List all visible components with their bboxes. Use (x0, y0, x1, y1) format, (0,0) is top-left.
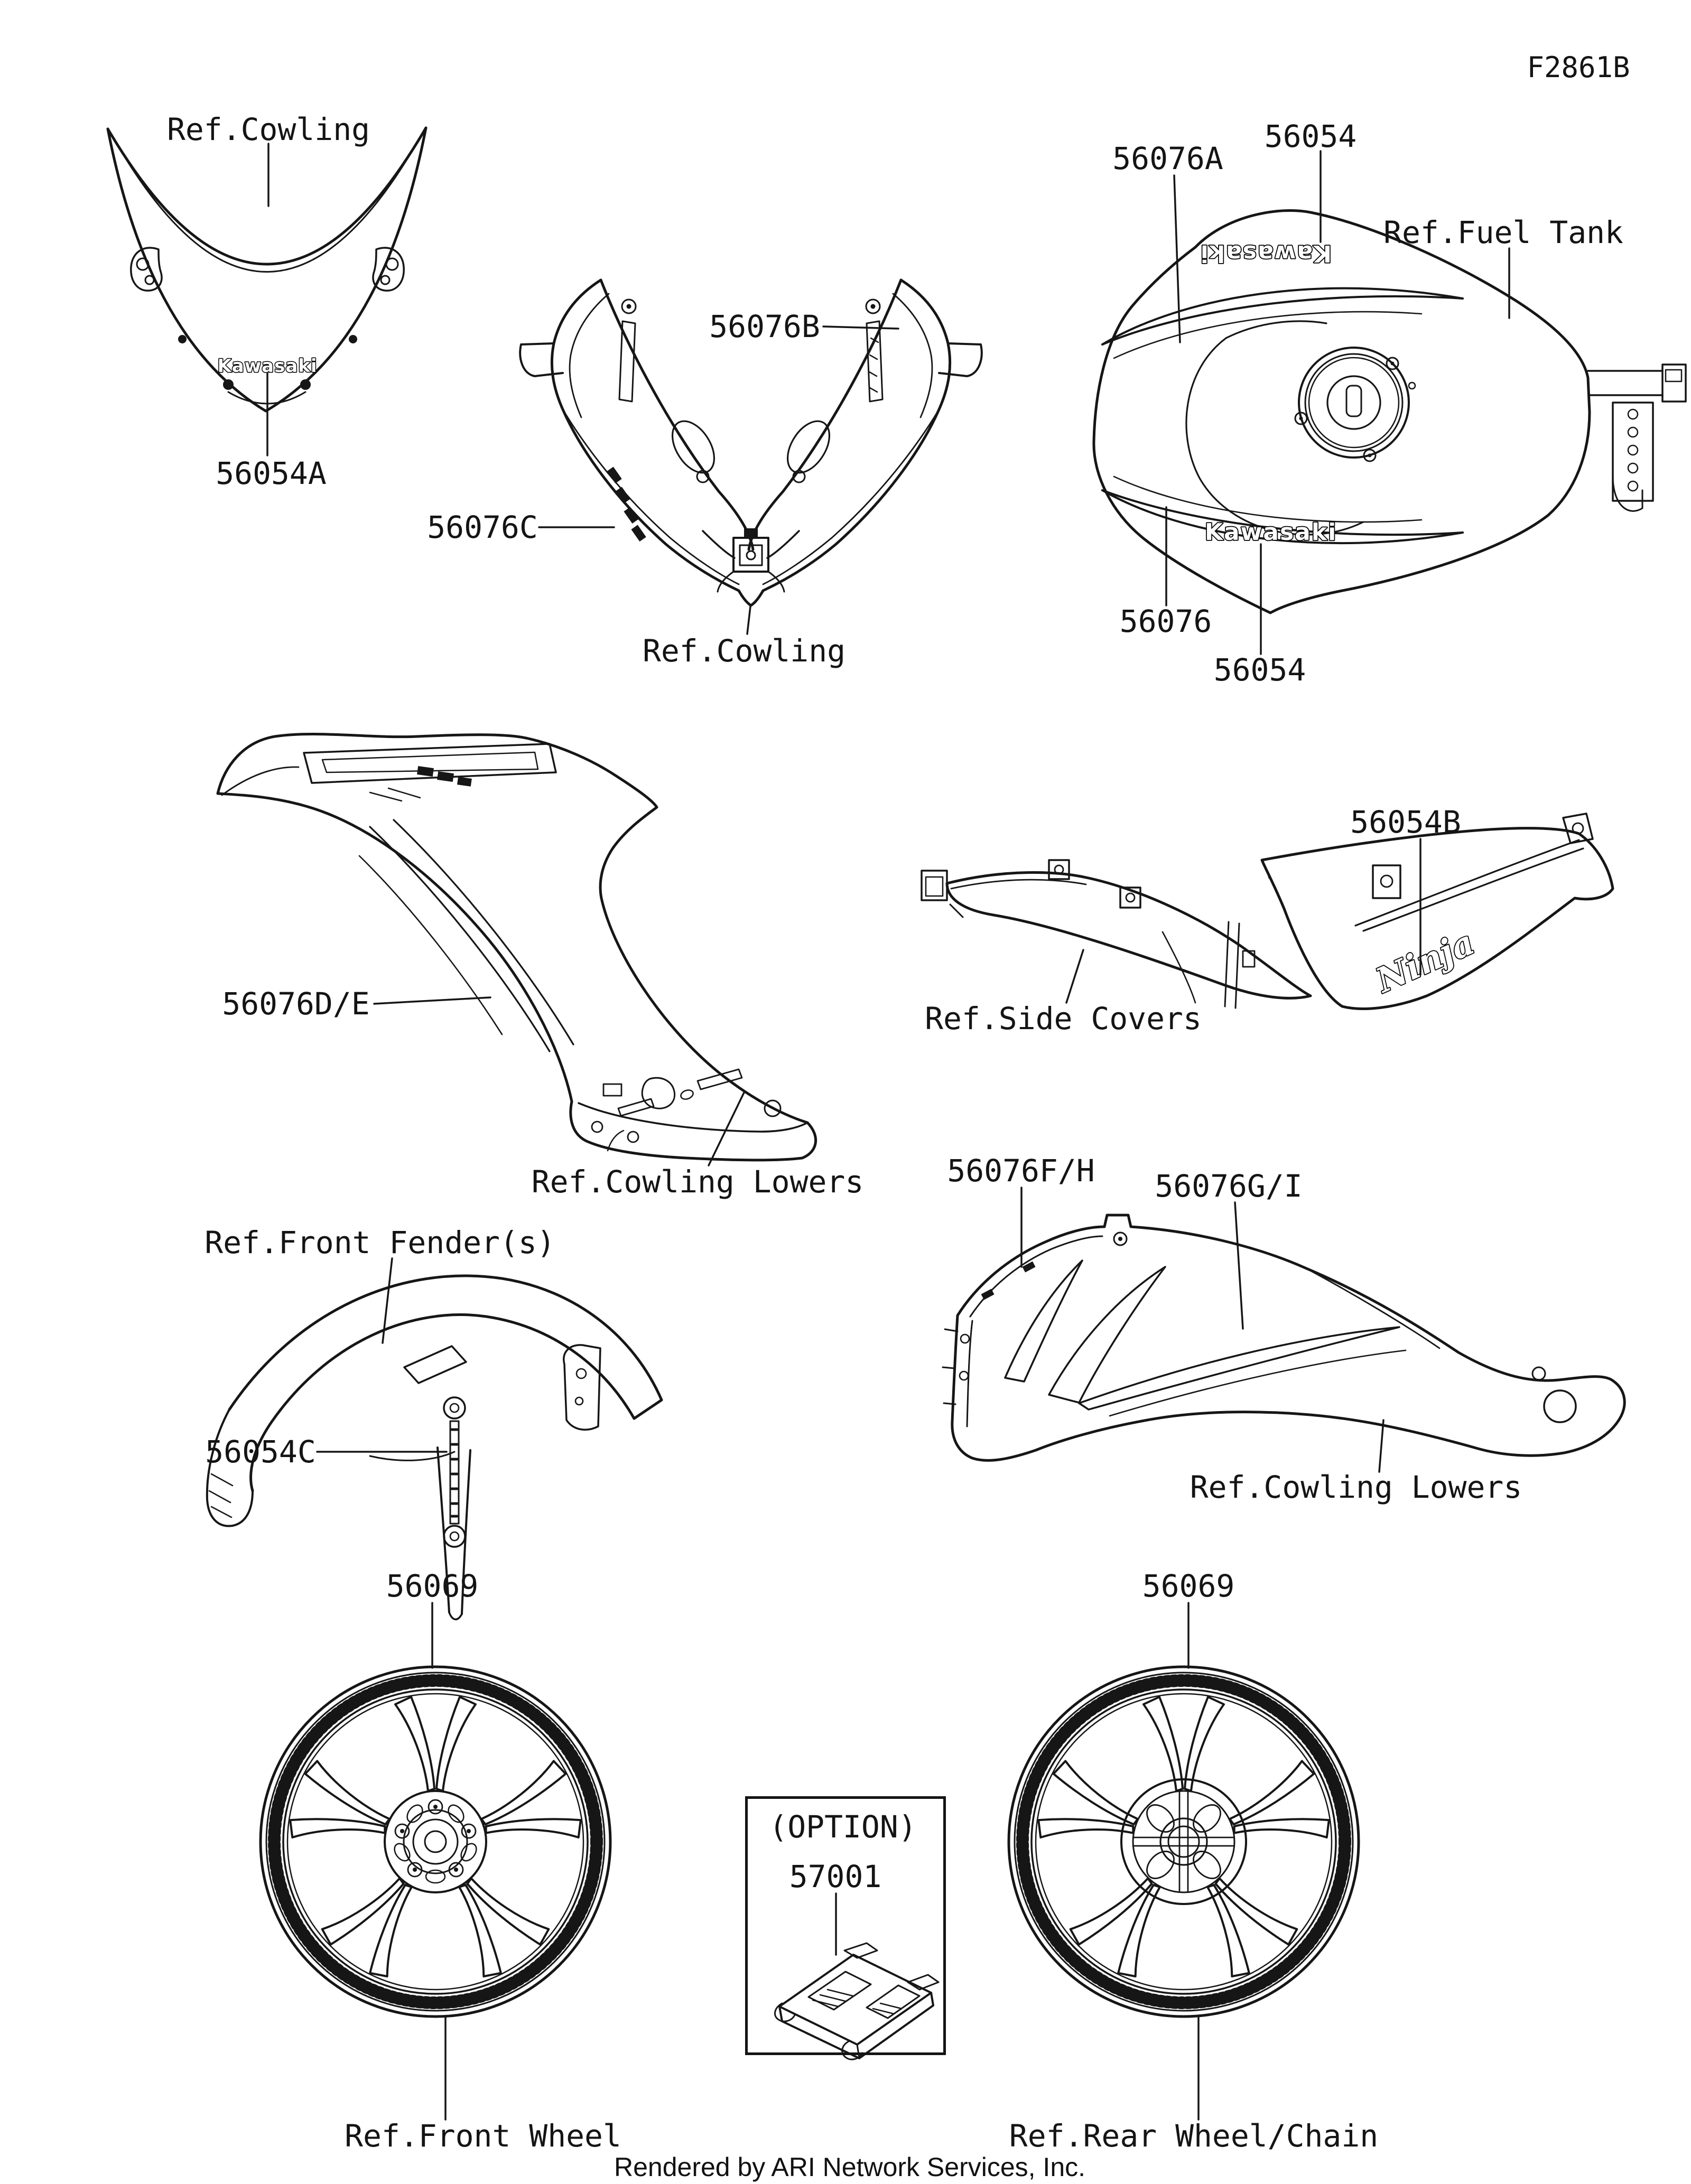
callout-part-56076A[interactable]: 56076A (1112, 141, 1223, 176)
callout-part-56069-front[interactable]: 56069 (386, 1568, 479, 1604)
callout-part-56069-rear[interactable]: 56069 (1142, 1568, 1235, 1604)
callout-part-56054-top[interactable]: 56054 (1264, 118, 1357, 154)
callout-part-56054-bottom[interactable]: 56054 (1213, 652, 1306, 688)
cowling-lowers-lower-drawing (943, 1215, 1624, 1460)
cowling-lowers-upper-drawing (218, 734, 816, 1160)
callout-part-56076C[interactable]: 56076C (427, 509, 538, 545)
callout-ref-cowling-top: Ref.Cowling (166, 111, 370, 147)
footer-credit: Rendered by ARI Network Services, Inc. (614, 2152, 1086, 2182)
callout-part-56076GI[interactable]: 56076G/I (1155, 1168, 1303, 1204)
callout-ref-front-fender: Ref.Front Fender(s) (205, 1225, 555, 1261)
callout-part-56076B[interactable]: 56076B (709, 309, 820, 344)
callout-part-56076FH[interactable]: 56076F/H (947, 1153, 1095, 1189)
fuel-tank-drawing (1094, 210, 1686, 613)
side-covers-drawing (922, 814, 1613, 1009)
callout-part-56054C[interactable]: 56054C (205, 1434, 316, 1470)
callout-ref-rear-wheel-chain: Ref.Rear Wheel/Chain (1009, 2118, 1379, 2154)
callout-ref-front-wheel: Ref.Front Wheel (345, 2118, 621, 2154)
callout-ref-fuel-tank: Ref.Fuel Tank (1383, 214, 1623, 250)
callout-ref-side-covers: Ref.Side Covers (925, 1001, 1202, 1037)
callout-part-56076[interactable]: 56076 (1119, 603, 1212, 639)
kawasaki-logo-windshield: Kawasaki (217, 356, 318, 377)
windshield-drawing (108, 128, 426, 411)
option-box-title: (OPTION) (769, 1809, 917, 1845)
callout-part-56076DE[interactable]: 56076D/E (222, 986, 370, 1022)
kawasaki-logo-tank-bottom: Kawasaki (1204, 519, 1337, 546)
callout-ref-cowling-mid: Ref.Cowling (642, 633, 846, 669)
callout-part-57001[interactable]: 57001 (789, 1859, 882, 1894)
diagram-code: F2861B (1527, 51, 1630, 84)
ninja-logo-side-cover: Ninja (1370, 922, 1481, 1001)
kawasaki-logo-tank-top: Kawasaki (1199, 240, 1332, 267)
callout-part-56054B[interactable]: 56054B (1350, 804, 1461, 840)
callout-part-56054A[interactable]: 56054A (216, 455, 327, 491)
callout-ref-cowling-lowers-right: Ref.Cowling Lowers (1190, 1469, 1522, 1505)
rear-wheel-drawing (1009, 1667, 1359, 2017)
callout-ref-cowling-lowers-left: Ref.Cowling Lowers (531, 1164, 864, 1200)
front-wheel-drawing (261, 1667, 610, 2017)
